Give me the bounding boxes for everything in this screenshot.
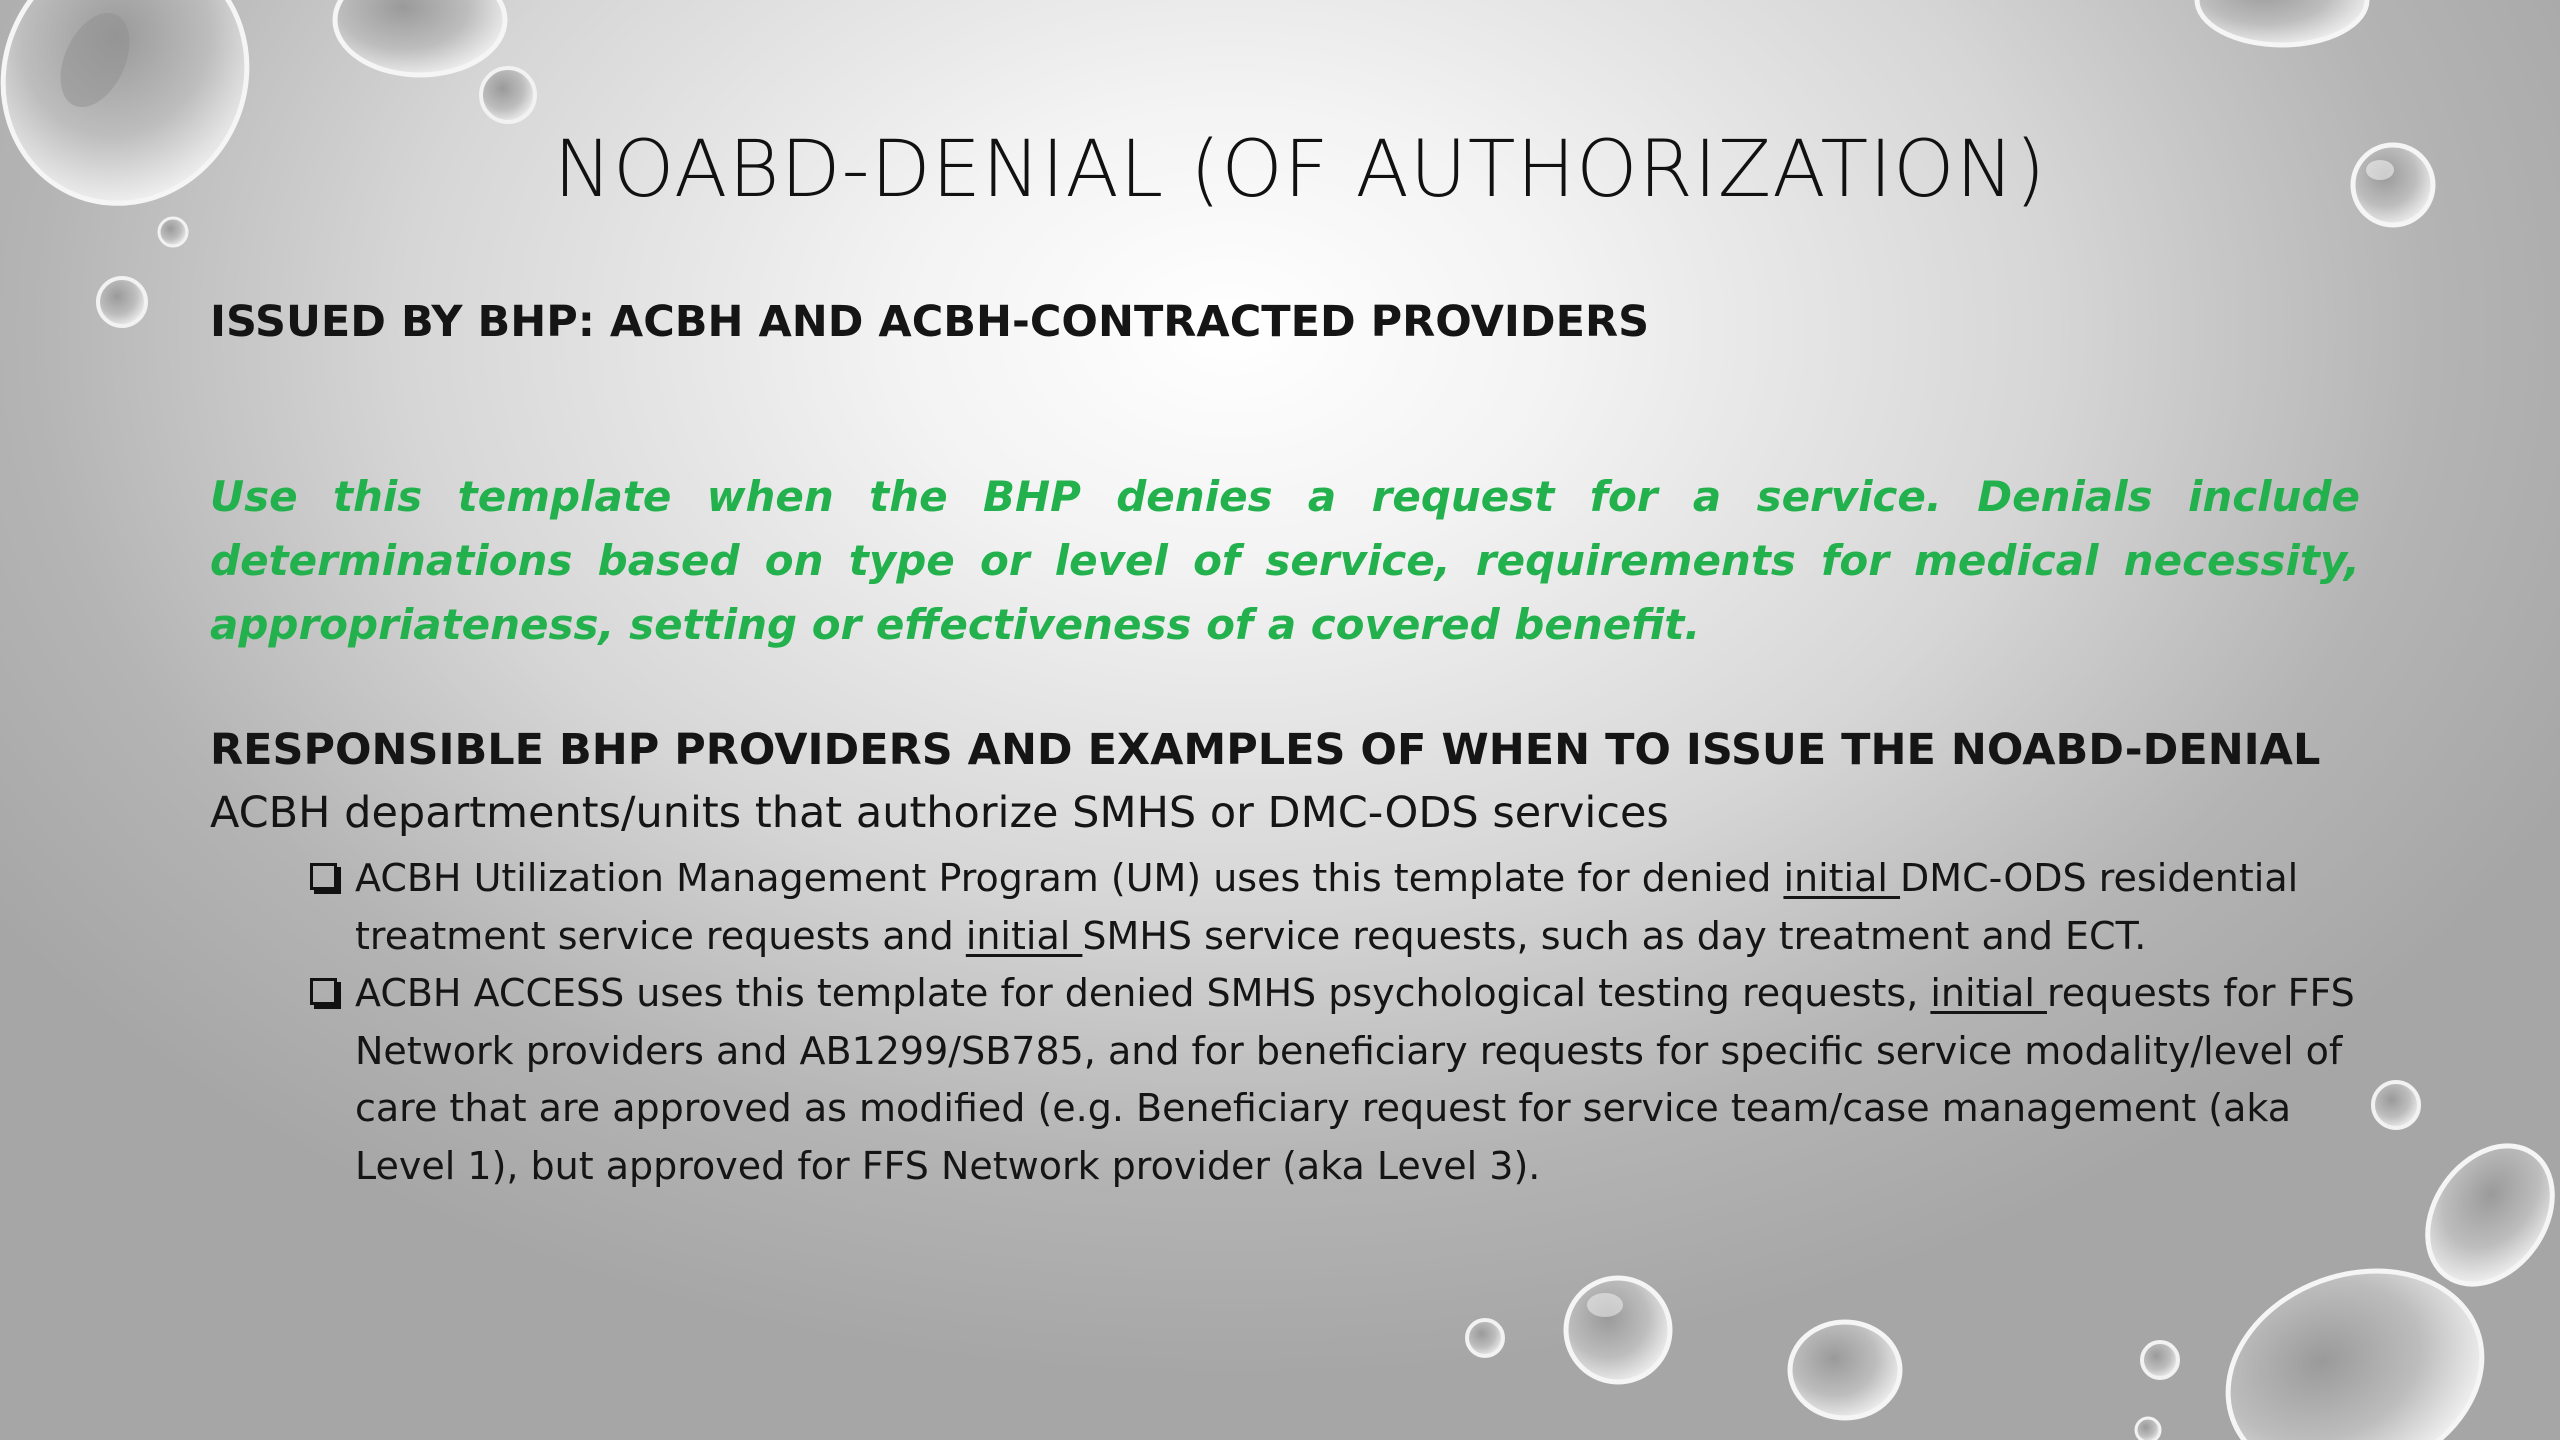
water-drop-icon [1790,1322,1900,1418]
water-drop-icon [2136,1418,2160,1440]
water-drop-icon [98,278,146,326]
bullet-um-text-3: SMHS service requests, such as day treatment and ECT. [1082,913,2147,958]
bullet-um-underline-2: initial [965,913,1083,958]
responsible-departments-subheading: ACBH departments/units that authorize SMHS or DMC-ODS services [210,788,1669,838]
bullet-list [310,850,2360,1195]
bullet-um-text-1: ACBH Utilization Management Program (UM) uses this template for denied [355,856,1784,900]
bullet-um-underline-1: initial [1783,856,1901,900]
bullet-item-access [310,965,2360,1195]
slide-title: NOABD-DENIAL (OF AUTHORIZATION) [553,125,2047,215]
responsible-providers-heading: RESPONSIBLE BHP PROVIDERS AND EXAMPLES OF WHEN TO ISSUE THE NOABD-DENIAL [210,725,2321,775]
bullet-access-text-2: requests for FFS Network providers and AB1299/SB785, and for beneficiary requests for specific service modality/level of care that are approved as modified (e.g. Beneficiary request for service team/case management (aka Level 1), but approved for FFS Network provider (aka Level 3). [355,971,2355,1188]
bullet-um-text-2: DMC-ODS residential treatment service requests and [355,856,2299,958]
water-drop-icon [1566,1278,1670,1382]
water-drop-icon [481,68,535,122]
water-drop-icon [159,218,187,246]
slide-subtitle: ISSUED BY BHP: ACBH AND ACBH-CONTRACTED PROVIDERS [210,297,1650,347]
water-drop-icon [1467,1320,1503,1356]
water-drop-icon [2197,0,2367,45]
checkbox-bullet-icon [310,863,337,890]
water-drop-icon [335,0,505,75]
checkbox-bullet-icon [310,978,337,1005]
bullet-access-text-1: ACBH ACCESS uses this template for denied SMHS psychological testing requests, [355,971,1931,1015]
bullet-access-underline-1: initial [1930,971,2047,1015]
water-drop-icon [2353,145,2433,225]
template-usage-note: Use this template when the BHP denies a request for a service. Denials include determinations based on type or level of service, requirements for medical necessity, appropriateness, setting or effectiveness of a covered benefit. [210,472,2360,649]
bullet-item-um [310,850,2360,965]
water-drop-icon [0,0,289,244]
water-drop-icon [2373,1082,2419,1128]
water-drop-icon [2142,1342,2178,1378]
